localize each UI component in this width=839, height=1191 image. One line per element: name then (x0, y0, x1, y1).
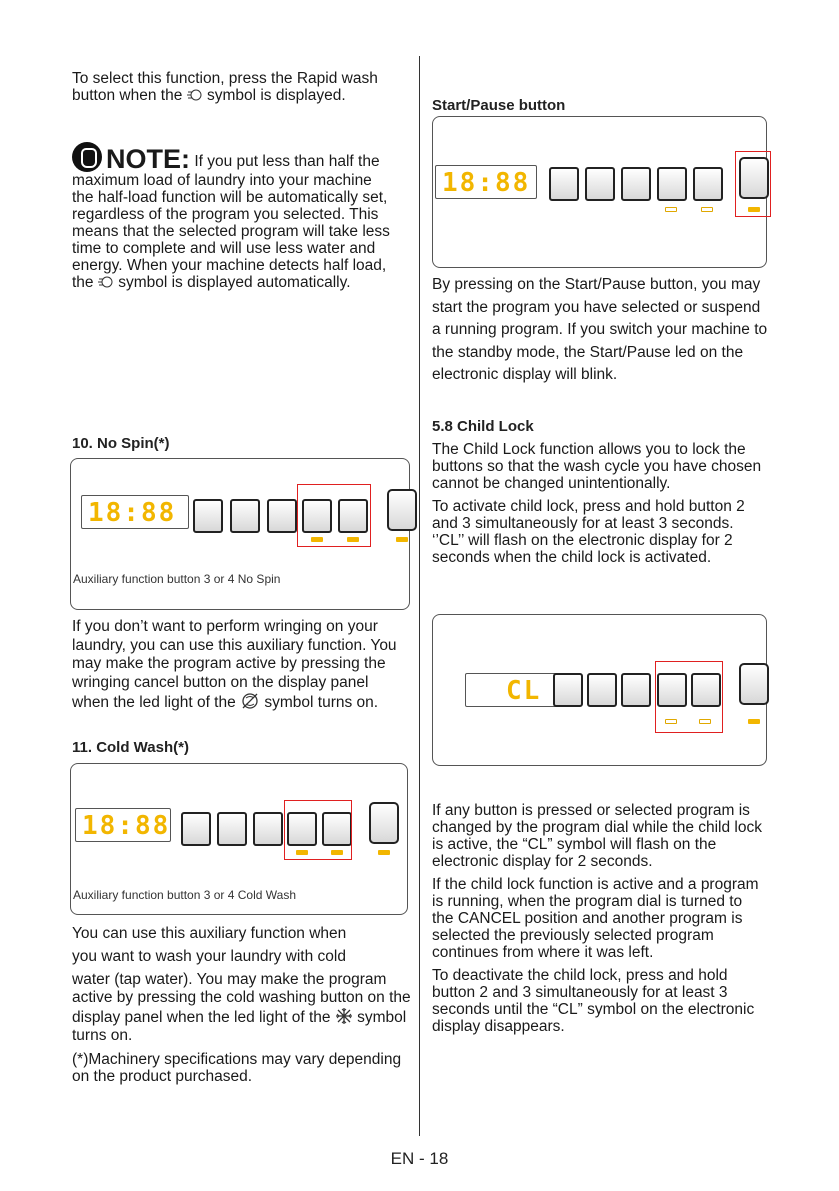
panel-caption: Auxiliary function button 3 or 4 Cold Wash (73, 888, 297, 902)
led-start (396, 537, 408, 542)
intro-paragraph (72, 70, 392, 104)
cold-wash-heading: 11. Cold Wash(*) (72, 739, 189, 756)
start-pause-panel (432, 116, 767, 268)
cold-wash-panel (70, 763, 408, 915)
panel-button-2[interactable] (585, 167, 615, 201)
highlight-box (297, 484, 371, 547)
panel-button-1[interactable] (549, 167, 579, 201)
start-pause-button[interactable] (739, 663, 769, 705)
highlight-box (284, 800, 352, 860)
highlight-box (655, 661, 723, 733)
panel-display (435, 165, 537, 199)
start-pause-button[interactable] (387, 489, 417, 531)
child-lock-paragraph-5: To deactivate the child lock, press and hold button 2 and 3 simultaneously for at least 3 seconds until the “CL” symbol on the electronic display disappears. (432, 967, 755, 1035)
panel-button-1[interactable] (193, 499, 223, 533)
led-start (748, 719, 760, 724)
panel-button-5[interactable] (693, 167, 723, 201)
cold-wash-icon (335, 1007, 353, 1025)
child-lock-paragraph-3: If any button is pressed or selected program is changed by the program dial while the child lock is active, the “CL” symbol will flash on the electronic display for 2 seconds. (432, 802, 762, 870)
panel-display (81, 495, 189, 529)
panel-button-4[interactable] (657, 167, 687, 201)
no-spin-description (72, 618, 402, 713)
note-paragraph (72, 142, 392, 291)
child-lock-paragraph-1: The Child Lock function allows you to lock the buttons so that the wash cycle you have chosen cannot be changed unintentionally. (432, 441, 762, 492)
intro-text-pre: To select this function, press the Rapid wash button when the (72, 70, 378, 104)
note-hand-icon (72, 142, 102, 172)
panel-button-2[interactable] (217, 812, 247, 846)
child-lock-paragraph-4: If the child lock function is active and a program is running, when the program dial is turned to the CANCEL position and another program is selected the previously selected program continues from where it was left. (432, 876, 759, 961)
start-pause-description: By pressing on the Start/Pause button, you may start the program you have selected or suspend a running program. If you switch your machine to the standby mode, the Start/Pause led on the electronic display will blink. (432, 276, 768, 383)
cold-wash-text-post: symbol turns on. (72, 1009, 407, 1044)
page-number: EN - 18 (390, 1149, 449, 1168)
child-lock-heading: 5.8 Child Lock (432, 418, 534, 435)
display-digits: 18:88 (82, 811, 171, 841)
note-text-pre: If you put less than half the maximum load of laundry into your machine the half-load function will be automatically set, regardless of the program you selected. This means that the selected program will take less time to complete and will use less water and energy. When your machine detects half load, the (72, 153, 390, 291)
panel-display (75, 808, 171, 842)
panel-caption: Auxiliary function button 3 or 4 No Spin (73, 572, 281, 586)
child-lock-details (432, 802, 767, 1039)
child-lock-paragraph-2: To activate child lock, press and hold button 2 and 3 simultaneously for at least 3 seconds. ‘’CL’’ will flash on the electronic display for 2 seconds when the child lock is activated. (432, 498, 745, 566)
highlight-box (735, 151, 771, 217)
footnote: (*)Machinery specifications may vary depending on the product purchased. (72, 1051, 402, 1085)
display-digits: CL (506, 676, 542, 706)
child-lock-panel (432, 614, 767, 766)
child-lock-intro (432, 441, 767, 570)
start-pause-button[interactable] (369, 802, 399, 844)
note-label: NOTE: (106, 144, 190, 174)
panel-button-3[interactable] (267, 499, 297, 533)
display-digits: 18:88 (442, 168, 531, 198)
panel-button-1[interactable] (181, 812, 211, 846)
panel-display (465, 673, 563, 707)
panel-button-3[interactable] (253, 812, 283, 846)
intro-text-post: symbol is displayed. (206, 87, 346, 104)
half-load-icon (98, 275, 114, 289)
led-4 (701, 207, 713, 212)
panel-button-3[interactable] (621, 167, 651, 201)
panel-button-2[interactable] (230, 499, 260, 533)
no-spin-text-post: symbol turns on. (264, 694, 379, 711)
no-spin-text-pre: If you don’t want to perform wringing on your laundry, you can use this auxiliary function. You may make the program active by pressing the wringing cancel button on the display panel when the led light of the (72, 618, 397, 711)
led-3 (665, 207, 677, 212)
panel-button-1[interactable] (553, 673, 583, 707)
no-spin-icon (240, 692, 260, 710)
half-load-icon (187, 88, 203, 102)
note-text-post: symbol is displayed automatically. (118, 274, 351, 291)
cold-wash-text-pre: water (tap water). You may make the program active by pressing the cold washing button on the display panel when the led light of the (72, 971, 411, 1026)
panel-button-3[interactable] (621, 673, 651, 707)
cold-wash-line-1: You can use this auxiliary function when (72, 925, 347, 942)
start-pause-heading: Start/Pause button (432, 97, 566, 114)
no-spin-panel (70, 458, 410, 610)
cold-wash-description (72, 922, 412, 1089)
led-start (378, 850, 390, 855)
no-spin-heading: 10. No Spin(*) (72, 435, 170, 452)
display-digits: 18:88 (88, 498, 177, 528)
cold-wash-line-2: you want to wash your laundry with cold (72, 948, 346, 965)
column-divider (419, 56, 420, 1136)
panel-button-2[interactable] (587, 673, 617, 707)
